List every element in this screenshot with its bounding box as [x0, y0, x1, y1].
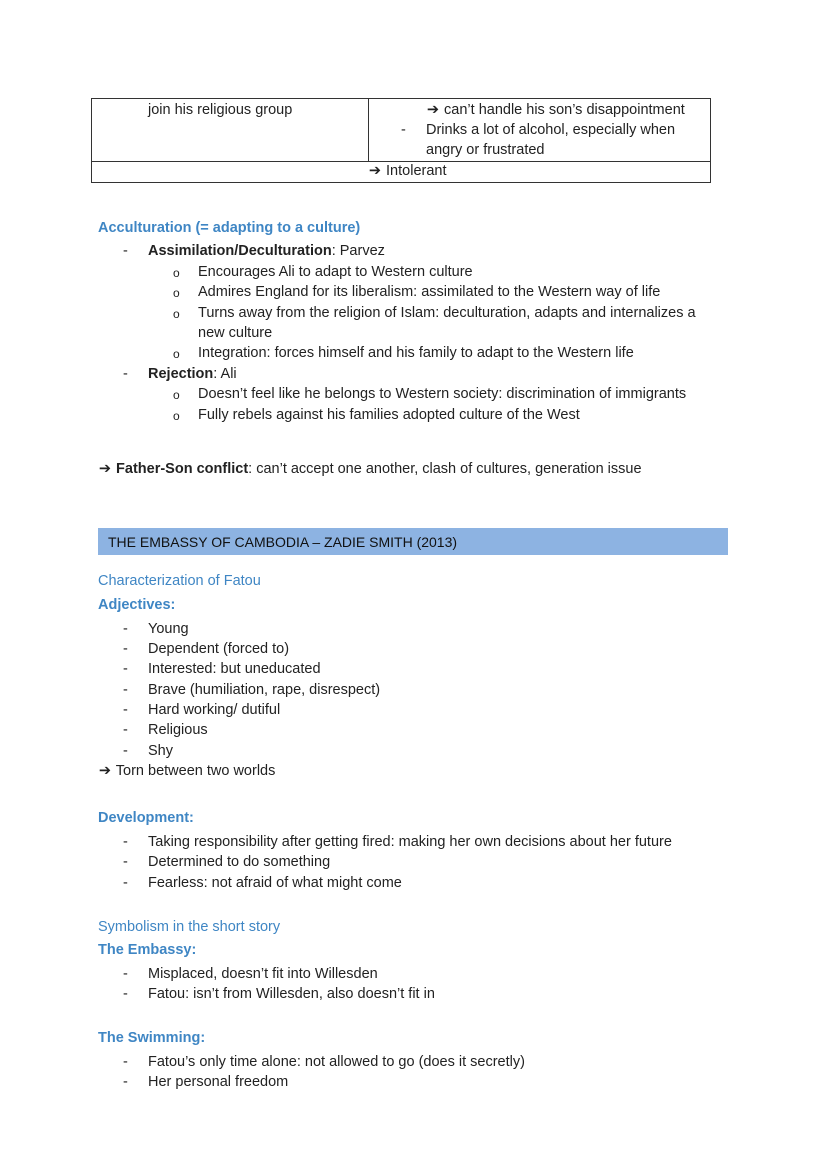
list-item: Fully rebels against his families adopted culture of the West — [198, 407, 580, 423]
dash-bullet: - — [123, 702, 128, 718]
circle-bullet: o — [173, 286, 180, 300]
dash-bullet: - — [123, 966, 128, 982]
list-item: Religious — [148, 722, 208, 738]
list-item: Fearless: not afraid of what might come — [148, 875, 402, 891]
conclusion-line: ➔ Torn between two worlds — [98, 763, 276, 779]
list-item: Fatou’s only time alone: not allowed to go (does it secretly) — [148, 1054, 525, 1070]
list-item: Shy — [148, 743, 173, 759]
list-item: Admires England for its liberalism: assimilated to the Western way of life — [198, 284, 661, 300]
list-item: Doesn’t feel like he belongs to Western society: discrimination of immigrants — [198, 386, 687, 402]
arrow-icon: ➔ — [98, 763, 112, 779]
dash-bullet: - — [123, 986, 128, 1002]
list-item: Rejection: Ali — [148, 366, 237, 382]
list-item: Fatou: isn’t from Willesden, also doesn’t fit in — [148, 986, 435, 1002]
cell-text: can’t handle his son’s disappointment — [444, 102, 685, 118]
section-heading: Acculturation (= adapting to a culture) — [98, 220, 361, 236]
subsection-title: Characterization of Fatou — [98, 573, 261, 589]
subsection-title: Symbolism in the short story — [98, 919, 281, 935]
table-row — [92, 162, 710, 182]
banner-title: THE EMBASSY OF CAMBODIA – ZADIE SMITH (2013) — [108, 534, 458, 550]
list-item: Integration: forces himself and his family to adapt to the Western life — [198, 345, 634, 361]
circle-bullet: o — [173, 307, 180, 321]
dash-bullet: - — [123, 854, 128, 870]
dash-bullet: - — [401, 122, 406, 138]
list-item: Taking responsibility after getting fired: making her own decisions about her future — [148, 834, 672, 850]
list-item: Turns away from the religion of Islam: deculturation, adapts and internalizes a — [198, 305, 696, 321]
cell-text: Intolerant — [386, 163, 447, 179]
list-item: Hard working/ dutiful — [148, 702, 281, 718]
cell-text: angry or frustrated — [426, 142, 545, 158]
dash-bullet: - — [123, 834, 128, 850]
list-item: new culture — [198, 325, 273, 341]
conclusion-line: ➔ Father-Son conflict: can’t accept one another, clash of cultures, generation issue — [98, 461, 642, 477]
list-item: Misplaced, doesn’t fit into Willesden — [148, 966, 378, 982]
section-heading: The Embassy: — [98, 942, 197, 958]
dash-bullet: - — [123, 722, 128, 738]
dash-bullet: - — [123, 682, 128, 698]
dash-bullet: - — [123, 366, 128, 382]
arrow-icon: ➔ — [426, 102, 440, 118]
circle-bullet: o — [173, 347, 180, 361]
dash-bullet: - — [123, 661, 128, 677]
list-item: Encourages Ali to adapt to Western culture — [198, 264, 473, 280]
section-heading: Development: — [98, 810, 194, 826]
dash-bullet: - — [123, 243, 128, 259]
dash-bullet: - — [123, 621, 128, 637]
list-item: Brave (humiliation, rape, disrespect) — [148, 682, 381, 698]
table-cell — [92, 99, 369, 161]
character-table — [91, 98, 711, 183]
section-heading: Adjectives: — [98, 597, 176, 613]
dash-bullet: - — [123, 743, 128, 759]
list-item: Her personal freedom — [148, 1074, 289, 1090]
dash-bullet: - — [123, 875, 128, 891]
circle-bullet: o — [173, 409, 180, 423]
table-row — [92, 99, 710, 162]
table-cell — [369, 99, 710, 161]
circle-bullet: o — [173, 388, 180, 402]
list-item: Determined to do something — [148, 854, 331, 870]
arrow-icon: ➔ — [368, 163, 382, 179]
list-item: Assimilation/Deculturation: Parvez — [148, 243, 385, 259]
list-item: Young — [148, 621, 189, 637]
list-item: Interested: but uneducated — [148, 661, 321, 677]
list-item: Dependent (forced to) — [148, 641, 290, 657]
section-banner — [98, 528, 728, 555]
cell-text: join his religious group — [148, 102, 293, 118]
arrow-icon: ➔ — [98, 461, 112, 477]
cell-text: Drinks a lot of alcohol, especially when — [426, 122, 676, 138]
dash-bullet: - — [123, 641, 128, 657]
dash-bullet: - — [123, 1074, 128, 1090]
dash-bullet: - — [123, 1054, 128, 1070]
circle-bullet: o — [173, 266, 180, 280]
section-heading: The Swimming: — [98, 1030, 206, 1046]
